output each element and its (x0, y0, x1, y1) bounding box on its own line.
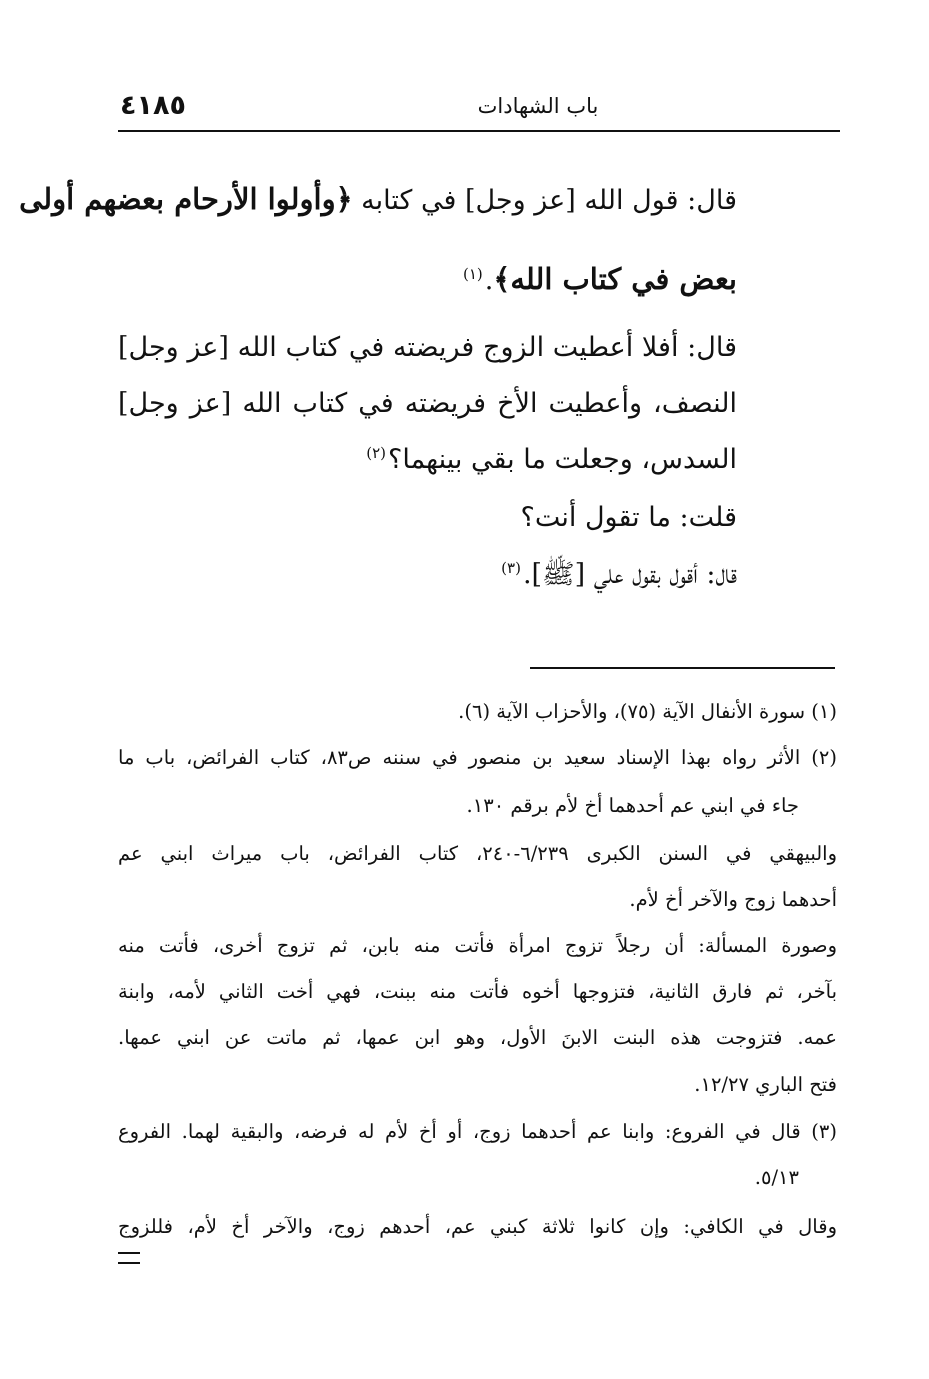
main-line-7 (501, 557, 737, 597)
continuation-mark (118, 1252, 140, 1264)
footnote-2-line-3: والبيهقي في السنن الكبرى ٦/٢٣٩-٢٤٠، كتاب الفرائض، باب ميراث ابني عم (118, 842, 837, 865)
footnote-2-line-6: بآخر، ثم فارق الثانية، فتزوجها أخوه فأتت منه ببنت، فهي أخت الثاني لأمه، وابنة (118, 980, 837, 1003)
footnote-2-line-8: فتح الباري ١٢/٢٧. (694, 1073, 837, 1096)
main-line-3: قال: أفلا أعطيت الزوج فريضته في كتاب الله [عز وجل] (118, 332, 737, 363)
main-line-7-text: قال: أقول بقول علي [ﷺ]. (522, 559, 737, 590)
main-line-5-text: السدس، وجعلت ما بقي بينهما؟ (388, 444, 737, 475)
quran-verse-part-1: ﴿وأولوا الأرحام بعضهم أولى (19, 182, 353, 216)
main-line-1 (19, 182, 737, 216)
footnote-2-line-1: (٢) الأثر رواه بهذا الإسناد سعيد بن منصور في سننه ص٨٣، كتاب الفرائض، باب ما (118, 746, 837, 769)
footnote-ref-2: (٢) (366, 444, 387, 462)
footnote-3-line-1: (٣) قال في الفروع: وابنا عم أحدهما زوج، أو أخ لأم له فرضه، والبقية لهما. الفروع (118, 1120, 837, 1143)
footnote-2-line-4: أحدهما زوج والآخر أخ لأم. (629, 888, 837, 911)
footnote-separator (530, 667, 835, 669)
footnote-2-line-2: جاء في ابني عم أحدهما أخ لأم برقم ١٣٠. (466, 794, 799, 817)
running-title: باب الشهادات (477, 94, 599, 118)
footnote-2-line-7: عمه. فتزوجت هذه البنت الابنَ الأول، وهو ابن عمها، ثم ماتت عن ابني عمها. (118, 1026, 837, 1049)
footnote-1: (١) سورة الأنفال الآية (٧٥)، والأحزاب الآية (٦). (458, 700, 837, 723)
main-line-2 (463, 262, 737, 296)
footnote-2-line-5: وصورة المسألة: أن رجلاً تزوج امرأة فأتت منه بابن، ثم تزوج أخرى، فأتت منه (118, 934, 837, 957)
main-line-1-prefix: قال: قول الله [عز وجل] في كتابه (352, 185, 737, 216)
footnote-ref-1: (١) (462, 265, 483, 283)
main-line-6: قلت: ما تقول أنت؟ (520, 502, 737, 533)
main-line-4: النصف، وأعطيت الأخ فريضته في كتاب الله [عز وجل] (118, 388, 737, 419)
main-line-5 (366, 444, 737, 475)
page-number: ٤١٨٥ (120, 90, 186, 121)
footnote-ref-3: (٣) (501, 559, 521, 577)
page-header (118, 88, 840, 132)
footnote-3-line-3: وقال في الكافي: وإن كانوا ثلاثة كبني عم، أحدهم زوج، والآخر أخ لأم، فللزوج (118, 1215, 837, 1238)
quran-verse-part-2: بعض في كتاب الله﴾ (493, 262, 737, 296)
main-line-2-suffix: . (484, 265, 494, 296)
footnote-3-line-2: ٥/١٣. (754, 1166, 799, 1189)
